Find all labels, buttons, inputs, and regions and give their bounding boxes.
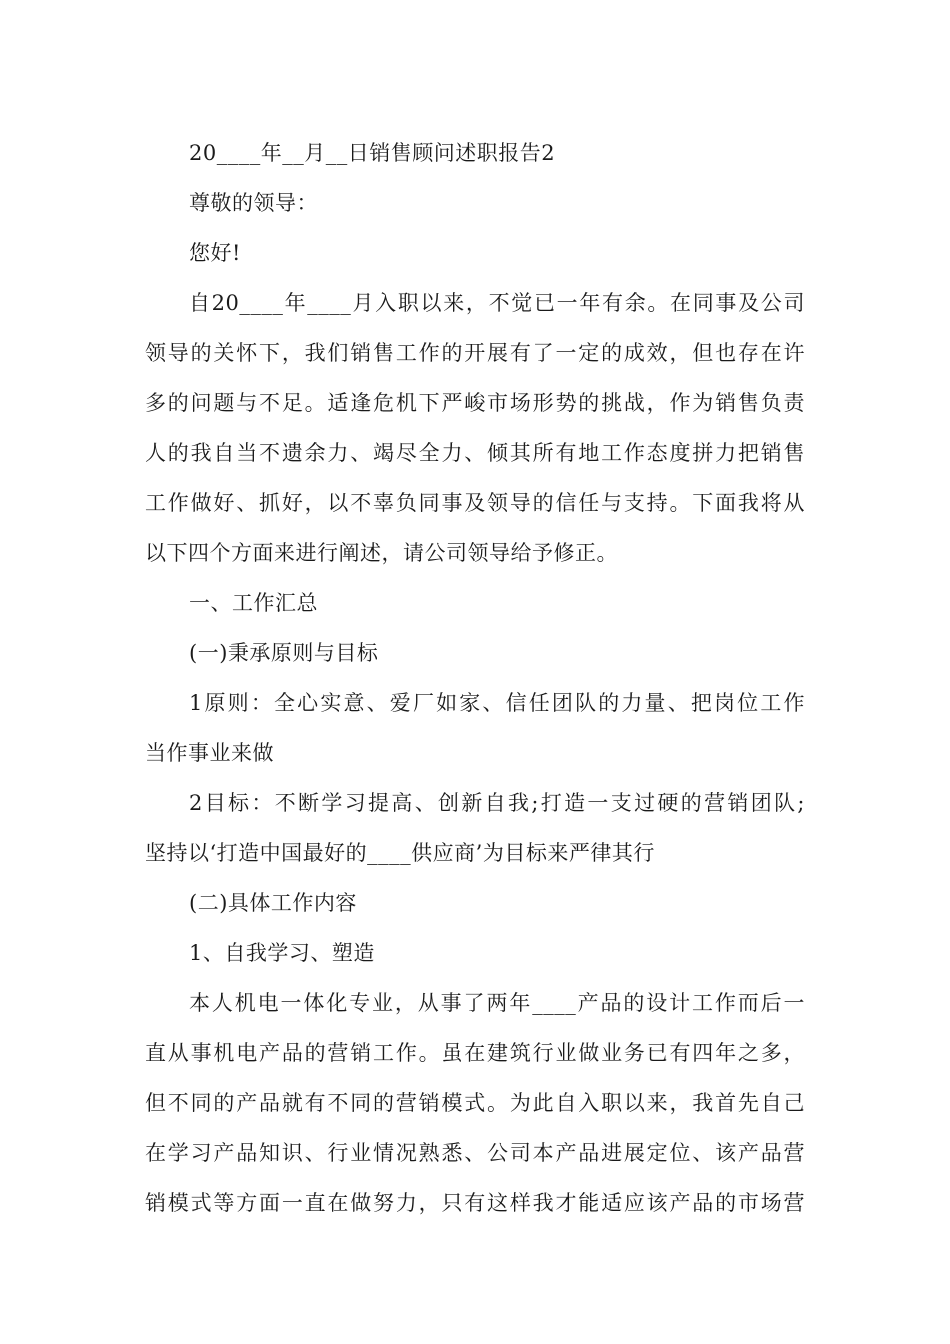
intro-paragraph-line: 工作做好、抓好，以不辜负同事及领导的信任与支持。下面我将从 bbox=[145, 491, 805, 515]
intro-paragraph-line: 人的我自当不遗余力、竭尽全力、倾其所有地工作态度拼力把销售 bbox=[145, 441, 805, 465]
subsection-heading: (一)秉承原则与目标 bbox=[189, 641, 379, 665]
document-body bbox=[145, 128, 805, 1228]
body-paragraph-line: 销模式等方面一直在做努力，只有这样我才能适应该产品的市场营 bbox=[145, 1191, 805, 1215]
intro-paragraph-line: 领导的关怀下，我们销售工作的开展有了一定的成效，但也存在许 bbox=[145, 341, 805, 365]
goal-line: 2目标：不断学习提高、创新自我;打造一支过硬的营销团队; bbox=[189, 791, 805, 815]
principle-line: 当作事业来做 bbox=[145, 741, 274, 765]
body-paragraph-line: 在学习产品知识、行业情况熟悉、公司本产品进展定位、该产品营 bbox=[145, 1141, 805, 1165]
intro-paragraph-line: 自20____年____月入职以来，不觉已一年有余。在同事及公司 bbox=[189, 291, 805, 315]
subsection-heading: (二)具体工作内容 bbox=[189, 891, 357, 915]
principle-line: 1原则：全心实意、爱厂如家、信任团队的力量、把岗位工作 bbox=[189, 691, 805, 715]
greeting: 您好! bbox=[189, 241, 241, 265]
report-title: 20____年__月__日销售顾问述职报告2 bbox=[189, 141, 556, 165]
goal-line: 坚持以‘打造中国最好的____供应商’为目标来严律其行 bbox=[145, 841, 655, 865]
salutation: 尊敬的领导： bbox=[189, 191, 318, 215]
body-paragraph-line: 直从事机电产品的营销工作。虽在建筑行业做业务已有四年之多， bbox=[145, 1041, 805, 1065]
intro-paragraph-line: 以下四个方面来进行阐述，请公司领导给予修正。 bbox=[145, 541, 618, 565]
body-paragraph-line: 本人机电一体化专业，从事了两年____产品的设计工作而后一 bbox=[189, 991, 805, 1015]
intro-paragraph-line: 多的问题与不足。适逢危机下严峻市场形势的挑战，作为销售负责 bbox=[145, 391, 805, 415]
section-heading: 一、工作汇总 bbox=[189, 591, 318, 615]
body-paragraph-line: 但不同的产品就有不同的营销模式。为此自入职以来，我首先自己 bbox=[145, 1091, 805, 1115]
item-heading: 1、自我学习、塑造 bbox=[189, 941, 375, 965]
